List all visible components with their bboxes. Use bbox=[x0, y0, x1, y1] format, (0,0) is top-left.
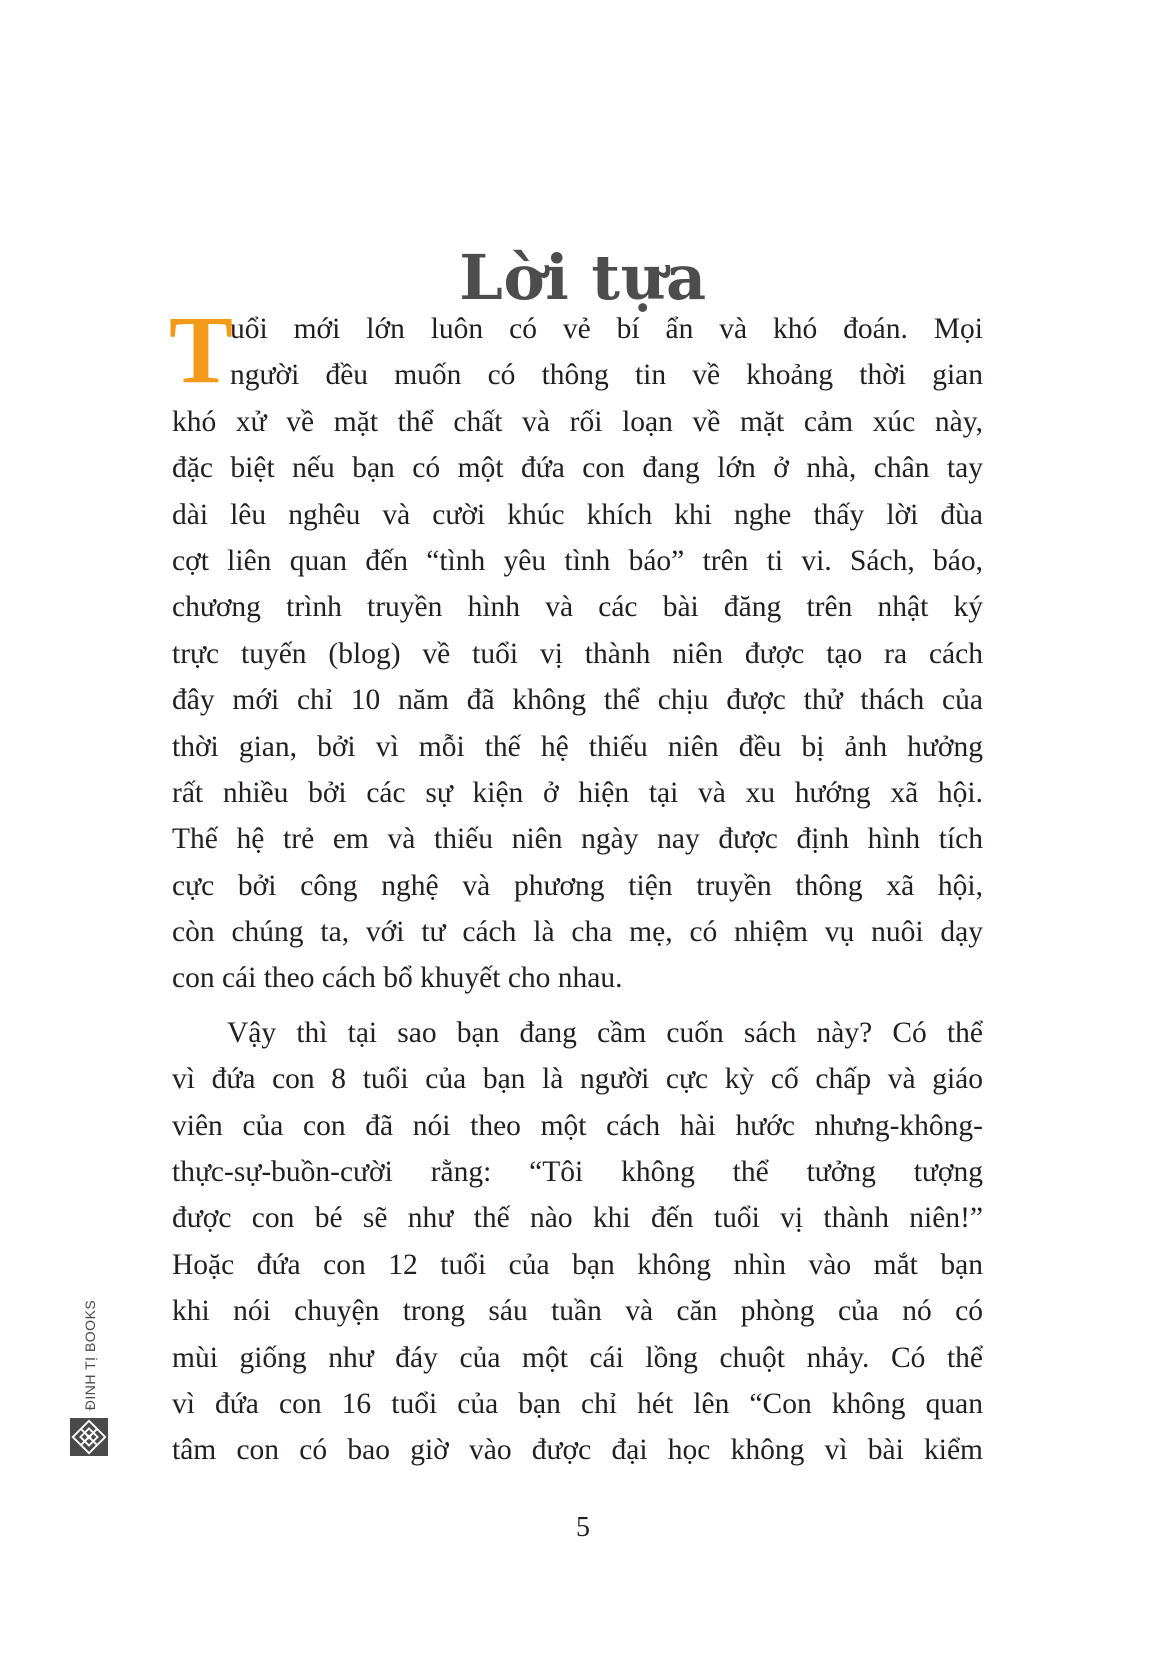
text-line: cợt liên quan đến “tình yêu tình báo” trên ti vi. Sách, báo, bbox=[172, 544, 983, 577]
drop-cap: T bbox=[169, 296, 234, 403]
text-line: trực tuyến (blog) về tuổi vị thành niên được tạo ra cách bbox=[172, 637, 983, 670]
text-line: Vậy thì tại sao bạn đang cầm cuốn sách này? Có thể bbox=[227, 1016, 983, 1049]
text-line: khó xử về mặt thể chất và rối loạn về mặt cảm xúc này, bbox=[172, 405, 983, 438]
text-line: uổi mới lớn luôn có vẻ bí ẩn và khó đoán. Mọi bbox=[230, 313, 983, 345]
text-line: con cái theo cách bổ khuyết cho nhau. bbox=[172, 962, 623, 995]
text-line: vì đứa con 8 tuổi của bạn là người cực kỳ cố chấp và giáo bbox=[172, 1063, 983, 1096]
text-line: đây mới chỉ 10 năm đã không thể chịu được thử thách của bbox=[172, 684, 983, 717]
body-text bbox=[169, 296, 983, 1474]
text-line: thời gian, bởi vì mỗi thế hệ thiếu niên đều bị ảnh hưởng bbox=[172, 730, 983, 763]
text-line: rất nhiều bởi các sự kiện ở hiện tại và xu hướng xã hội. bbox=[172, 776, 983, 809]
text-line: được con bé sẽ như thế nào khi đến tuổi vị thành niên!” bbox=[172, 1202, 983, 1235]
publisher-name-text: ĐINH TỊ BOOKS bbox=[82, 1299, 98, 1411]
publisher-name bbox=[68, 1300, 112, 1410]
page-number: 5 bbox=[576, 1512, 590, 1543]
text-line: thực-sự-buồn-cười rằng: “Tôi không thể tưởng tượng bbox=[172, 1156, 983, 1189]
text-line: Hoặc đứa con 12 tuổi của bạn không nhìn vào mắt bạn bbox=[172, 1248, 983, 1281]
text-line: dài lêu nghêu và cười khúc khích khi nghe thấy lời đùa bbox=[172, 498, 983, 531]
text-line: tâm con có bao giờ vào được đại học không vì bài kiểm bbox=[172, 1434, 983, 1467]
text-line: đặc biệt nếu bạn có một đứa con đang lớn ở nhà, chân tay bbox=[172, 452, 983, 485]
text-line: viên của con đã nói theo một cách hài hước nhưng-không- bbox=[172, 1109, 983, 1142]
publisher-logo bbox=[68, 1300, 112, 1460]
text-line: mùi giống như đáy của một cái lồng chuột nhảy. Có thể bbox=[172, 1341, 983, 1374]
text-line: vì đứa con 16 tuổi của bạn chỉ hét lên “Con không quan bbox=[172, 1387, 983, 1420]
page-title: Lời tựa bbox=[459, 240, 707, 314]
paragraph-1 bbox=[169, 296, 983, 1002]
paragraph-spacer bbox=[172, 1002, 983, 1010]
paragraph-2 bbox=[172, 1010, 983, 1474]
text-line: Thế hệ trẻ em và thiếu niên ngày nay được định hình tích bbox=[172, 823, 983, 856]
text-line: còn chúng ta, với tư cách là cha mẹ, có nhiệm vụ nuôi dạy bbox=[172, 916, 983, 949]
diamond-lattice-logo-icon bbox=[70, 1418, 108, 1456]
text-line: chương trình truyền hình và các bài đăng trên nhật ký bbox=[172, 591, 983, 624]
text-line: khi nói chuyện trong sáu tuần và căn phòng của nó có bbox=[172, 1295, 983, 1328]
text-line: cực bởi công nghệ và phương tiện truyền thông xã hội, bbox=[172, 869, 983, 902]
text-line: người đều muốn có thông tin về khoảng thời gian bbox=[230, 359, 983, 392]
